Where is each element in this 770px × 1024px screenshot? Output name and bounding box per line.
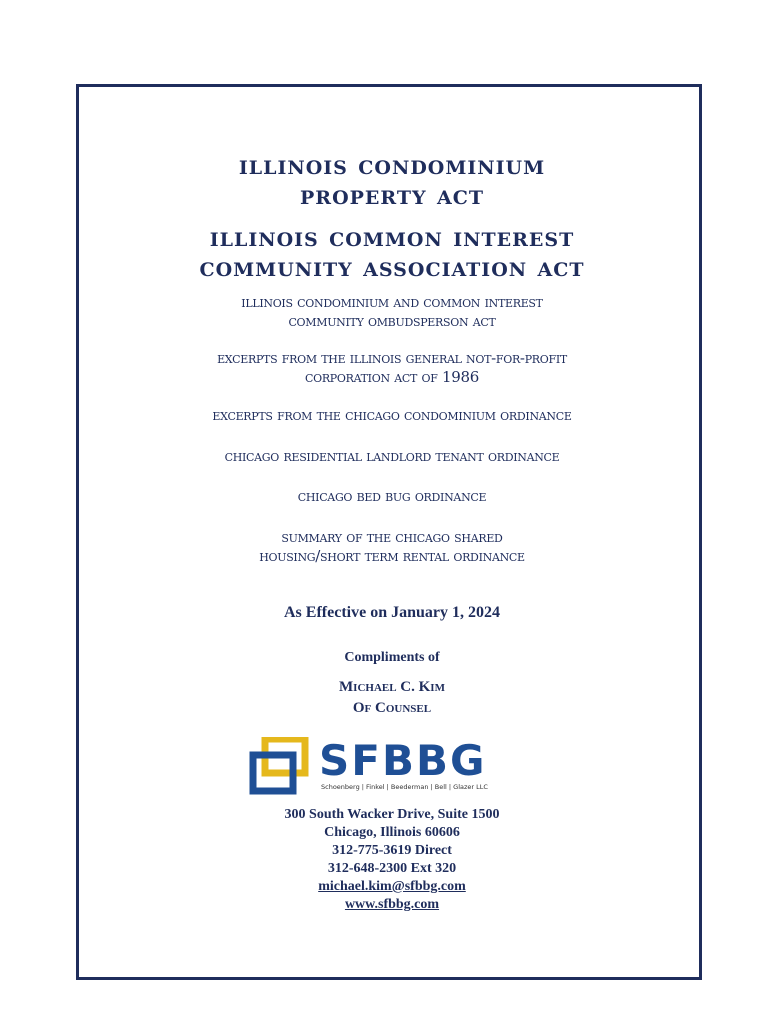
subtitle-6-line-2: housing/short term rental ordinance <box>259 547 525 565</box>
subtitle-ombudsperson-act <box>79 293 705 331</box>
subtitle-2-line-1: excerpts from the illinois general not-for-profit <box>217 349 567 367</box>
main-title-condominium-act <box>79 151 705 211</box>
subtitle-1-line-1: illinois condominium and common interest <box>241 293 543 311</box>
subtitle-nfp-act <box>79 349 705 387</box>
phone-direct: 312-775-3619 Direct <box>332 843 452 858</box>
compliments-label: Compliments of <box>344 650 440 665</box>
logo-wordmark: SFBBG <box>319 736 487 785</box>
document-border <box>76 84 702 980</box>
subtitle-short-term-rental <box>79 528 705 566</box>
subtitle-1-line-2: community ombudsperson act <box>288 312 496 330</box>
subtitle-3-line-1: excerpts from the chicago condominium ordinance <box>212 406 572 424</box>
sfbbg-logo <box>249 737 529 797</box>
effective-date: As Effective on January 1, 2024 <box>284 604 500 621</box>
address-line-2: Chicago, Illinois 60606 <box>324 825 460 840</box>
main-title-cica <box>79 223 705 283</box>
subtitle-landlord-tenant <box>79 447 705 466</box>
title-line-1: illinois condominium <box>238 150 546 181</box>
author-block <box>79 677 705 719</box>
title-line-4: community association act <box>199 252 585 283</box>
logo-mark-icon <box>249 737 311 797</box>
logo-tagline: Schoenberg | Finkel | Beederman | Bell | Glazer LLC <box>321 783 488 791</box>
subtitle-5-line-1: chicago bed bug ordinance <box>297 487 487 505</box>
phone-main: 312-648-2300 Ext 320 <box>327 861 457 876</box>
subtitle-condo-ordinance <box>79 406 705 425</box>
subtitle-bed-bug <box>79 487 705 506</box>
title-line-3: illinois common interest <box>209 222 575 253</box>
email-link[interactable]: michael.kim@sfbbg.com <box>318 879 466 894</box>
website-link[interactable]: www.sfbbg.com <box>344 897 440 912</box>
address-line-1: 300 South Wacker Drive, Suite 1500 <box>284 807 500 822</box>
author-name: Michael C. Kim <box>339 679 445 695</box>
subtitle-4-line-1: chicago residential landlord tenant ordinance <box>224 447 560 465</box>
subtitle-6-line-1: summary of the chicago shared <box>281 528 503 546</box>
subtitle-2-line-2: corporation act of 1986 <box>304 368 479 386</box>
contact-block <box>79 806 705 914</box>
author-title: Of Counsel <box>352 700 432 716</box>
title-line-2: property act <box>300 180 484 211</box>
